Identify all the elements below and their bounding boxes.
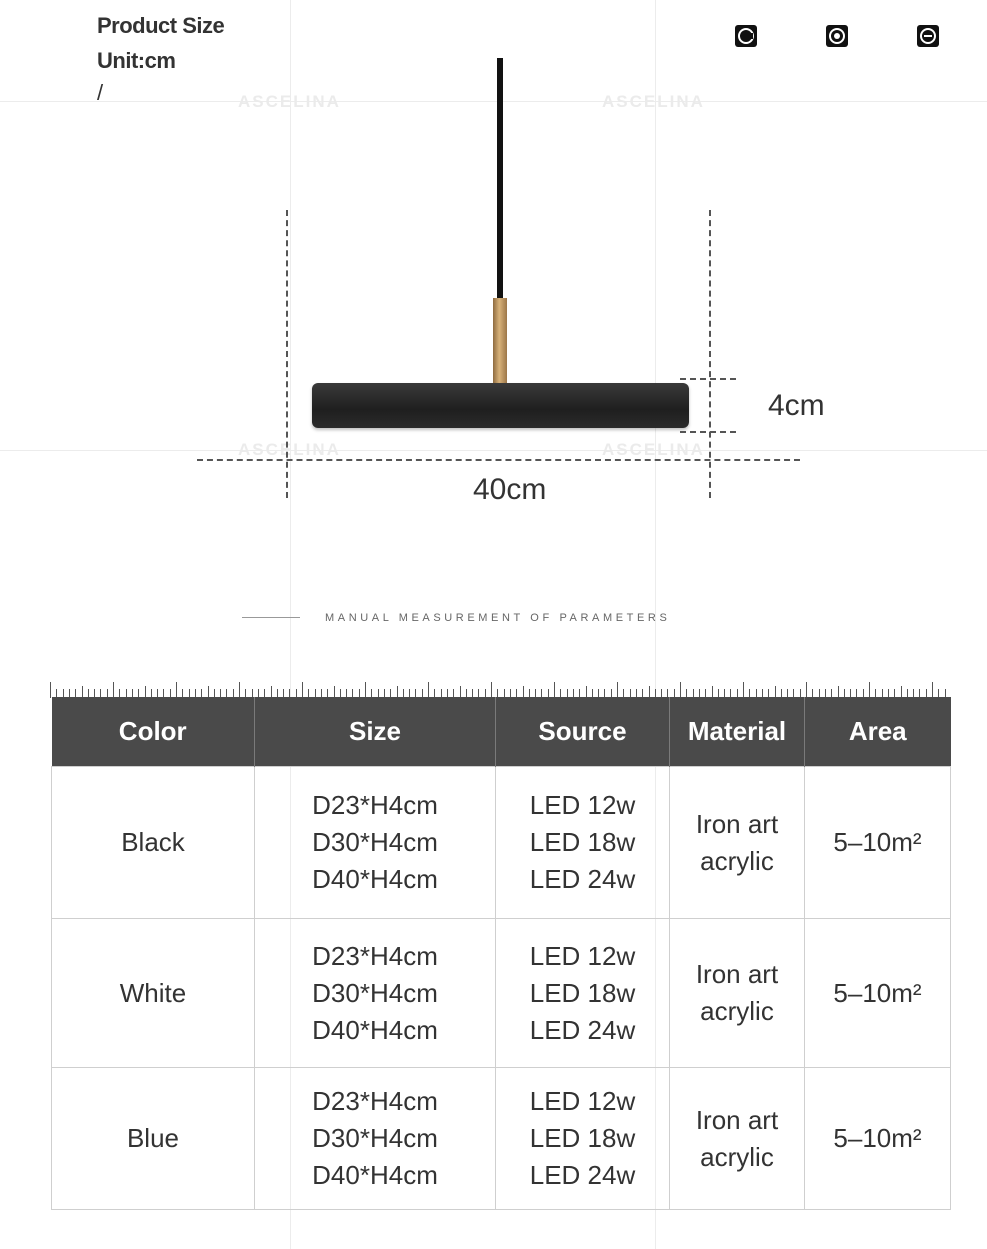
dimension-line-left: [286, 210, 288, 498]
source-value: LED 18w: [529, 977, 636, 1008]
source-value: LED 12w: [529, 1086, 636, 1116]
column-header-color: Color: [52, 697, 255, 767]
area-cell: 5–10m²: [805, 919, 951, 1068]
ruler-tick: [554, 682, 555, 698]
ruler-tick: [428, 682, 429, 698]
ruler-tick: [680, 682, 681, 698]
watermark: ASCELINA: [602, 92, 705, 111]
ruler-tick: [239, 682, 240, 698]
ruler-tick: [617, 682, 618, 698]
material-value: acrylic: [700, 996, 774, 1026]
size-value: D30*H4cm: [312, 977, 438, 1008]
height-dimension-label: 4cm: [768, 389, 825, 422]
source-cell: [496, 767, 670, 919]
spec-table: [51, 697, 951, 1210]
source-cell: [496, 1068, 670, 1210]
column-header-area: Area: [805, 697, 951, 767]
size-cell: [255, 767, 496, 919]
dimension-line-width: [197, 459, 800, 461]
area-cell: 5–10m²: [805, 767, 951, 919]
color-cell: Blue: [52, 1068, 255, 1210]
size-value: D23*H4cm: [312, 790, 438, 820]
column-header-material: Material: [670, 697, 805, 767]
slash-mark: /: [97, 80, 104, 105]
table-row: [52, 1068, 951, 1210]
ruler-tick: [491, 682, 492, 698]
lamp-brass-stem: [493, 298, 507, 386]
ruler-tick: [806, 682, 807, 698]
watermark: ASCELINA: [238, 440, 341, 459]
area-cell: 5–10m²: [805, 1068, 951, 1210]
unit-label: Unit:cm: [97, 48, 176, 73]
dimension-line-bottom: [680, 431, 736, 433]
size-value: D30*H4cm: [312, 827, 438, 857]
size-value: D40*H4cm: [312, 1014, 438, 1045]
size-value: D23*H4cm: [312, 940, 438, 971]
ruler-tick: [365, 682, 366, 698]
material-cell: [670, 1068, 805, 1210]
material-cell: [670, 919, 805, 1068]
color-cell: White: [52, 919, 255, 1068]
lamp-cord: [497, 58, 503, 298]
material-value: acrylic: [700, 845, 774, 876]
size-cell: [255, 919, 496, 1068]
table-header-row: [52, 697, 951, 767]
ruler-tick: [869, 682, 870, 698]
subtitle-rule: [242, 617, 300, 618]
source-value: LED 18w: [529, 1123, 636, 1153]
ruler-tick: [176, 682, 177, 698]
material-value: Iron art: [695, 959, 779, 989]
material-value: Iron art: [695, 1104, 779, 1135]
source-value: LED 24w: [529, 1014, 636, 1045]
ruler-tick: [50, 682, 51, 698]
measurement-ruler: [50, 676, 950, 698]
dimension-line-right: [709, 210, 711, 498]
lamp-disc: [312, 383, 689, 428]
color-cell: Black: [52, 767, 255, 919]
page-title: Product Size: [97, 13, 225, 38]
guide-line: [0, 101, 987, 102]
ruler-tick: [302, 682, 303, 698]
table-row: [52, 919, 951, 1068]
watermark: ASCELINA: [602, 440, 705, 459]
size-value: D30*H4cm: [312, 1123, 438, 1153]
column-header-size: Size: [255, 697, 496, 767]
guide-line: [0, 450, 987, 451]
source-value: LED 12w: [529, 790, 636, 820]
column-header-source: Source: [496, 697, 670, 767]
size-cell: [255, 1068, 496, 1210]
width-dimension-label: 40cm: [473, 473, 547, 506]
size-value: D40*H4cm: [312, 1160, 438, 1190]
source-value: LED 12w: [529, 940, 636, 971]
material-value: acrylic: [700, 1141, 774, 1172]
minus-icon[interactable]: [917, 25, 939, 47]
material-value: Iron art: [695, 808, 779, 839]
watermark: ASCELINA: [238, 92, 341, 111]
source-value: LED 18w: [529, 827, 636, 857]
size-value: D40*H4cm: [312, 864, 438, 894]
ruler-tick: [932, 682, 933, 698]
table-row: [52, 767, 951, 919]
rotate-icon[interactable]: [826, 25, 848, 47]
material-cell: [670, 767, 805, 919]
ruler-tick: [113, 682, 114, 698]
section-subtitle: MANUAL MEASUREMENT OF PARAMETERS: [325, 612, 671, 624]
copyright-icon[interactable]: [735, 25, 757, 47]
source-cell: [496, 919, 670, 1068]
dimension-line-top: [680, 378, 736, 380]
source-value: LED 24w: [529, 864, 636, 894]
source-value: LED 24w: [529, 1160, 636, 1190]
ruler-tick: [743, 682, 744, 698]
size-value: D23*H4cm: [312, 1086, 438, 1116]
